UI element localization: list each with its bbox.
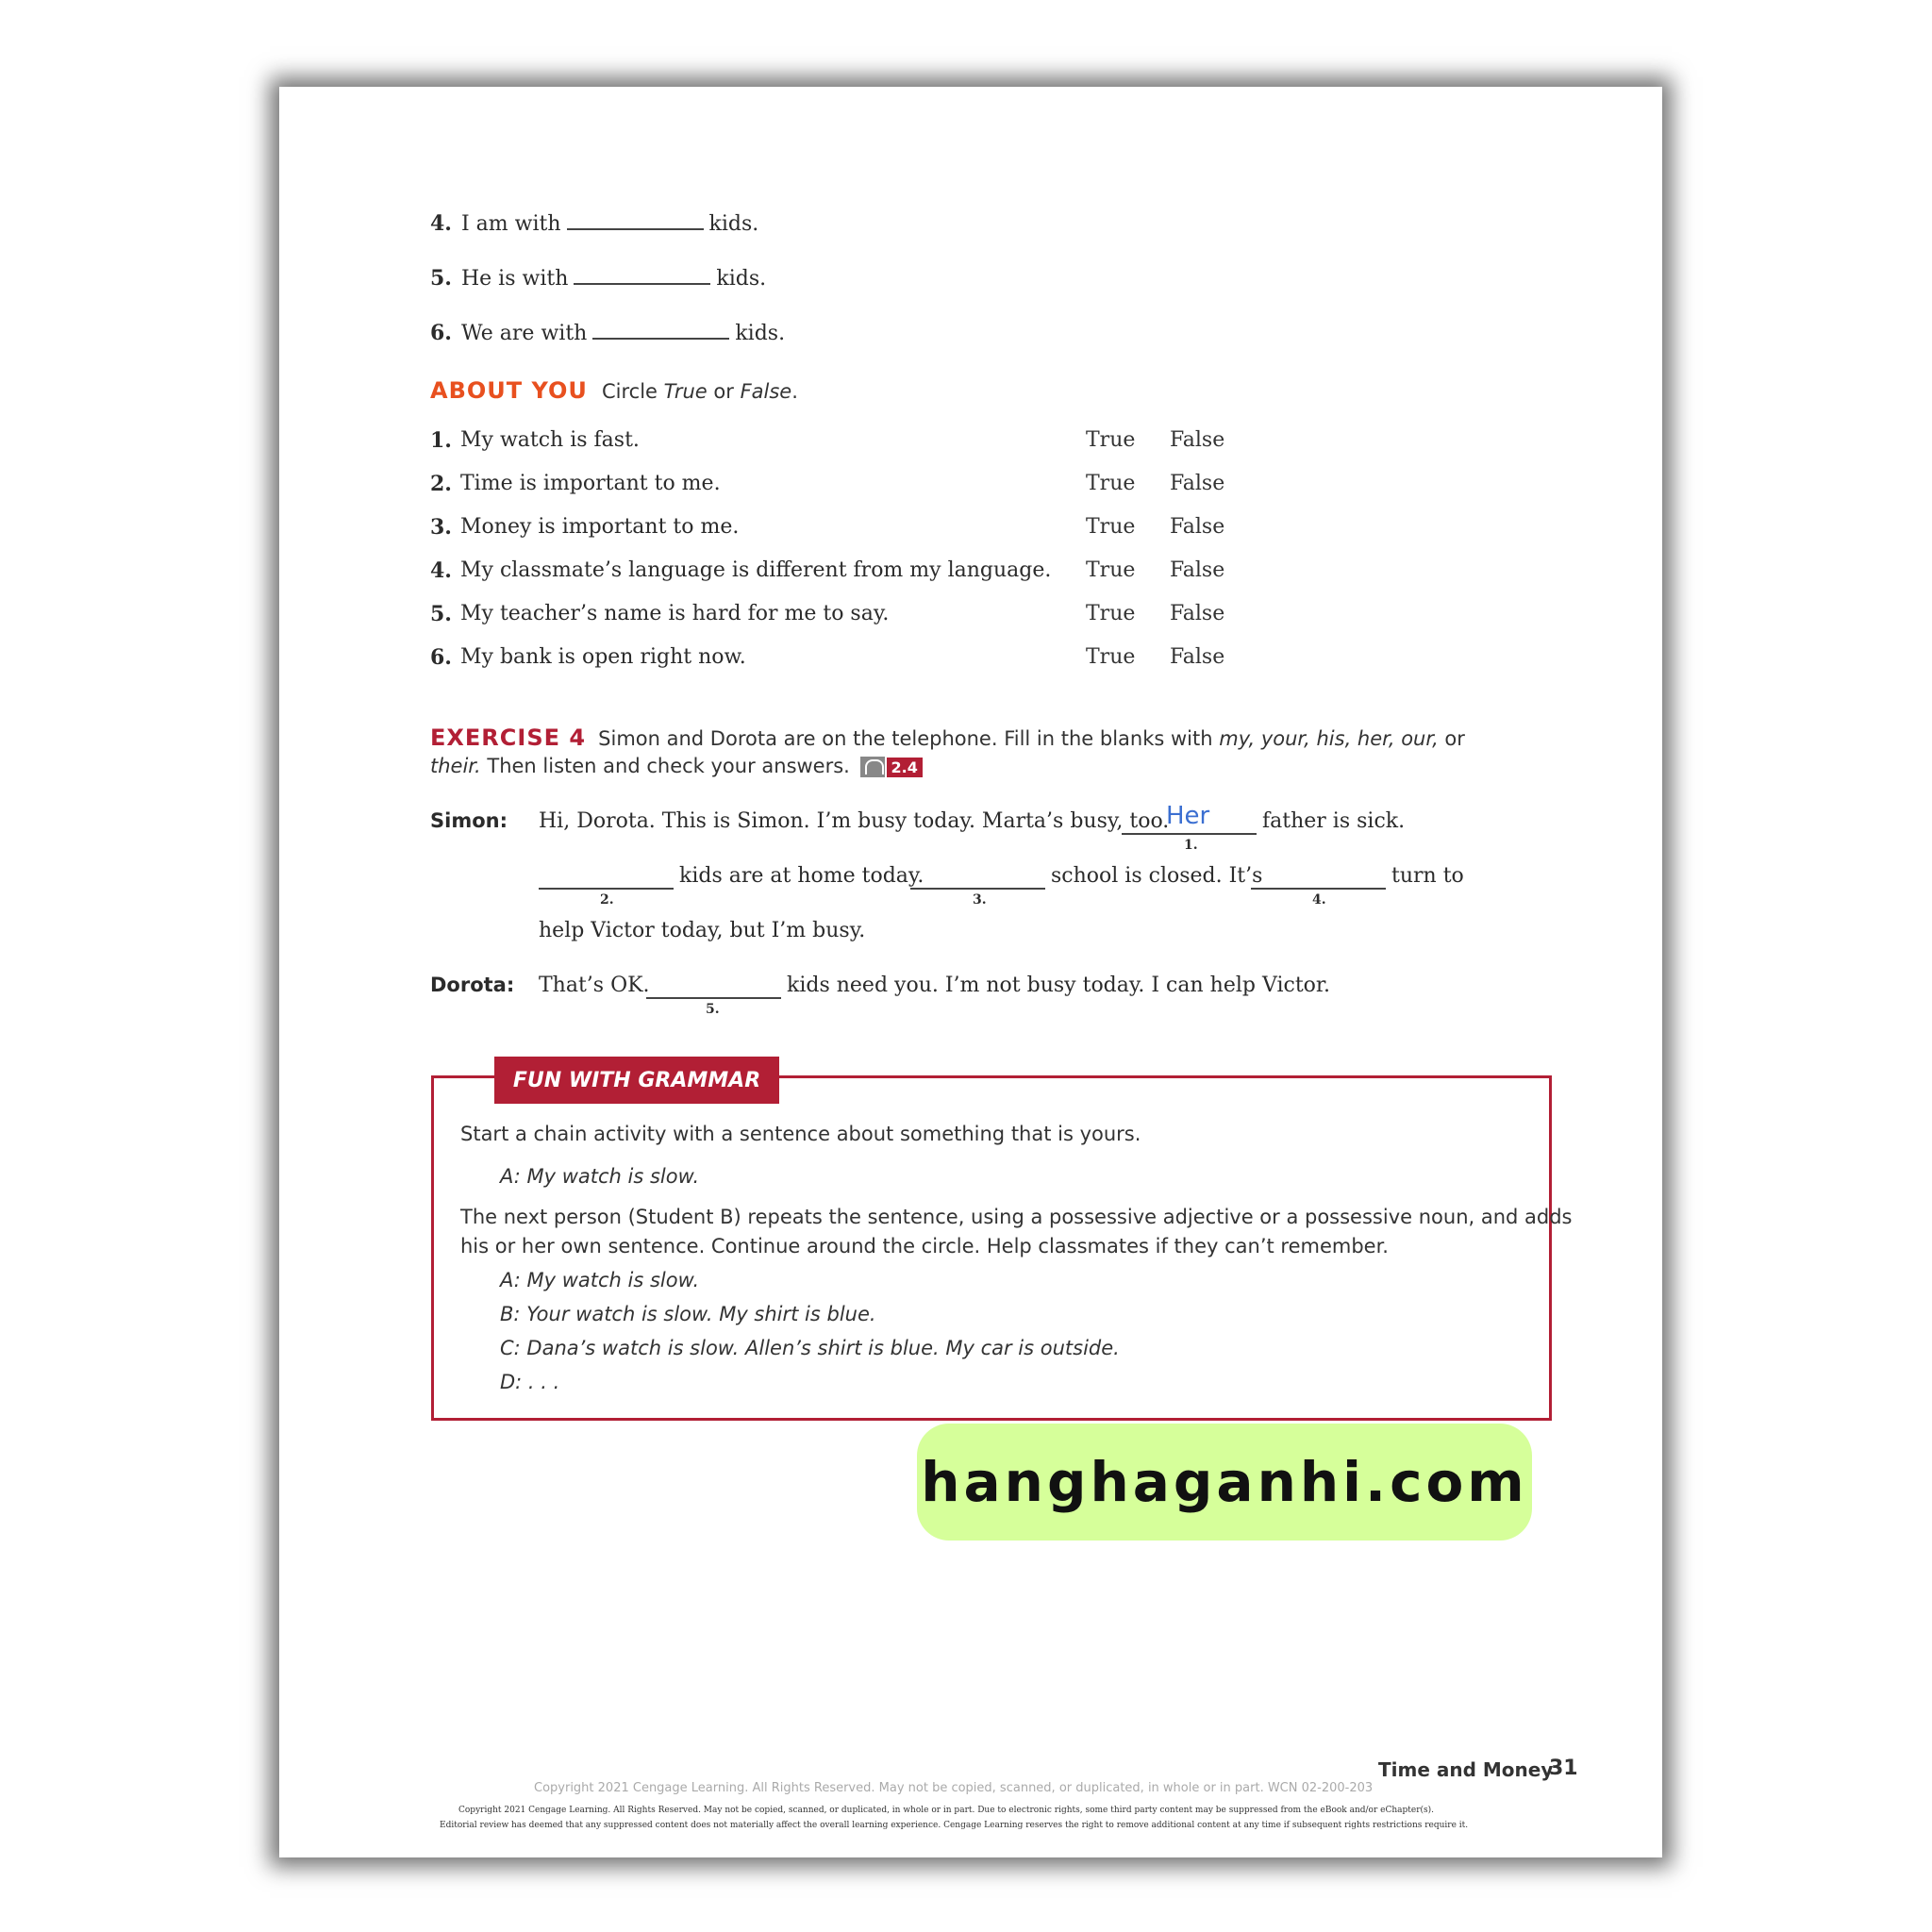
fun-example-d: D: . . . bbox=[500, 1371, 560, 1393]
simon-line2-b: school is closed. It’s bbox=[1051, 864, 1263, 888]
item-number: 5. bbox=[430, 602, 452, 626]
false-option[interactable]: False bbox=[1170, 515, 1225, 539]
false-option[interactable]: False bbox=[1170, 428, 1225, 452]
dorota-line-a: That’s OK. bbox=[539, 974, 650, 997]
false-option[interactable]: False bbox=[1170, 645, 1225, 669]
blank-3[interactable] bbox=[910, 888, 1045, 890]
dorota-line-b: kids need you. I’m not busy today. I can help Victor. bbox=[787, 974, 1330, 997]
item-number: 6. bbox=[430, 645, 452, 670]
true-option[interactable]: True bbox=[1086, 428, 1136, 452]
fun-with-grammar-title: FUN WITH GRAMMAR bbox=[494, 1057, 779, 1104]
audio-track-badge[interactable]: 2.4 bbox=[887, 758, 923, 777]
blank-4[interactable] bbox=[1251, 888, 1386, 890]
top-item-4: 4. I am with kids. bbox=[430, 206, 758, 236]
false-option[interactable]: False bbox=[1170, 558, 1225, 582]
exercise4-instruction-line2: their. Then listen and check your answers. 2.4 bbox=[430, 755, 923, 777]
fun-paragraph-line1: The next person (Student B) repeats the sentence, using a possessive adjective or a possessive noun, and adds bbox=[460, 1206, 1573, 1228]
simon-line2-a: kids are at home today. bbox=[679, 864, 924, 888]
blank-1[interactable] bbox=[1122, 833, 1257, 835]
false-option[interactable]: False bbox=[1170, 602, 1225, 625]
item-statement: My bank is open right now. bbox=[460, 645, 746, 669]
fill-blank[interactable] bbox=[592, 315, 729, 340]
speaker-dorota: Dorota: bbox=[430, 974, 515, 996]
item-statement: My watch is fast. bbox=[460, 428, 640, 452]
item-number: 1. bbox=[430, 428, 452, 453]
simon-line1-text: Hi, Dorota. This is Simon. I’m busy today. Marta’s busy, too. bbox=[539, 809, 1170, 833]
item-number: 2. bbox=[430, 472, 452, 496]
blank-3-number: 3. bbox=[973, 892, 987, 908]
fun-example-a: A: My watch is slow. bbox=[500, 1269, 700, 1291]
true-option[interactable]: True bbox=[1086, 645, 1136, 669]
top-item-6: 6. We are with kids. bbox=[430, 315, 785, 345]
watermark-badge: hanghaganhi.com bbox=[917, 1424, 1532, 1541]
simon-line1-end: father is sick. bbox=[1262, 809, 1406, 833]
item-statement: My classmate’s language is different from my language. bbox=[460, 558, 1052, 582]
blank-5-number: 5. bbox=[706, 1002, 720, 1017]
fun-example-1: A: My watch is slow. bbox=[500, 1165, 700, 1188]
footer-copyright-line2: Editorial review has deemed that any suppressed content does not materially affect the overall learning experience. Cengage Learning reserves the right to remove additional content at any time if subsequent rights restrictions require it. bbox=[440, 1821, 1469, 1830]
footer-chapter: Time and Money bbox=[1378, 1758, 1554, 1781]
simon-line3: help Victor today, but I’m busy. bbox=[539, 919, 866, 942]
footer-copyright-line1: Copyright 2021 Cengage Learning. All Rights Reserved. May not be copied, scanned, or duplicated, in whole or in part. Due to electronic rights, some third party content may be suppressed from the eBook and/or eChapter(s). bbox=[458, 1806, 1435, 1815]
fun-paragraph-line2: his or her own sentence. Continue around the circle. Help classmates if they can’t remember. bbox=[460, 1235, 1389, 1257]
workbook-page bbox=[279, 87, 1662, 1857]
footer-copyright-gray: Copyright 2021 Cengage Learning. All Rights Reserved. May not be copied, scanned, or duplicated, in whole or in part. WCN 02-200-203 bbox=[534, 1781, 1374, 1795]
item-number: 3. bbox=[430, 515, 452, 540]
fun-example-c: C: Dana’s watch is slow. Allen’s shirt is blue. My car is outside. bbox=[500, 1337, 1120, 1359]
true-option[interactable]: True bbox=[1086, 602, 1136, 625]
blank-1-answer: Her bbox=[1166, 802, 1210, 830]
about-you-header: ABOUT YOU Circle True or False. bbox=[430, 377, 798, 404]
simon-line2-c: turn to bbox=[1391, 864, 1464, 888]
fill-blank[interactable] bbox=[574, 260, 710, 285]
blank-2-number: 2. bbox=[600, 892, 614, 908]
true-option[interactable]: True bbox=[1086, 558, 1136, 582]
fun-intro: Start a chain activity with a sentence about something that is yours. bbox=[460, 1123, 1141, 1145]
blank-4-number: 4. bbox=[1312, 892, 1326, 908]
true-option[interactable]: True bbox=[1086, 472, 1136, 495]
top-item-5: 5. He is with kids. bbox=[430, 260, 766, 291]
fun-example-b: B: Your watch is slow. My shirt is blue. bbox=[500, 1303, 876, 1325]
item-statement: Time is important to me. bbox=[460, 472, 721, 495]
item-statement: My teacher’s name is hard for me to say. bbox=[460, 602, 890, 625]
speaker-simon: Simon: bbox=[430, 809, 508, 832]
blank-1-number: 1. bbox=[1184, 838, 1198, 853]
blank-2[interactable] bbox=[539, 888, 674, 890]
item-number: 4. bbox=[430, 558, 452, 583]
true-option[interactable]: True bbox=[1086, 515, 1136, 539]
false-option[interactable]: False bbox=[1170, 472, 1225, 495]
exercise4-header: EXERCISE 4 Simon and Dorota are on the telephone. Fill in the blanks with my, your, his, her, our, or bbox=[430, 724, 1465, 751]
footer-page-number: 31 bbox=[1549, 1757, 1578, 1780]
audio-icon[interactable] bbox=[860, 757, 885, 777]
fill-blank[interactable] bbox=[567, 206, 704, 230]
blank-5[interactable] bbox=[646, 997, 781, 999]
item-statement: Money is important to me. bbox=[460, 515, 740, 539]
